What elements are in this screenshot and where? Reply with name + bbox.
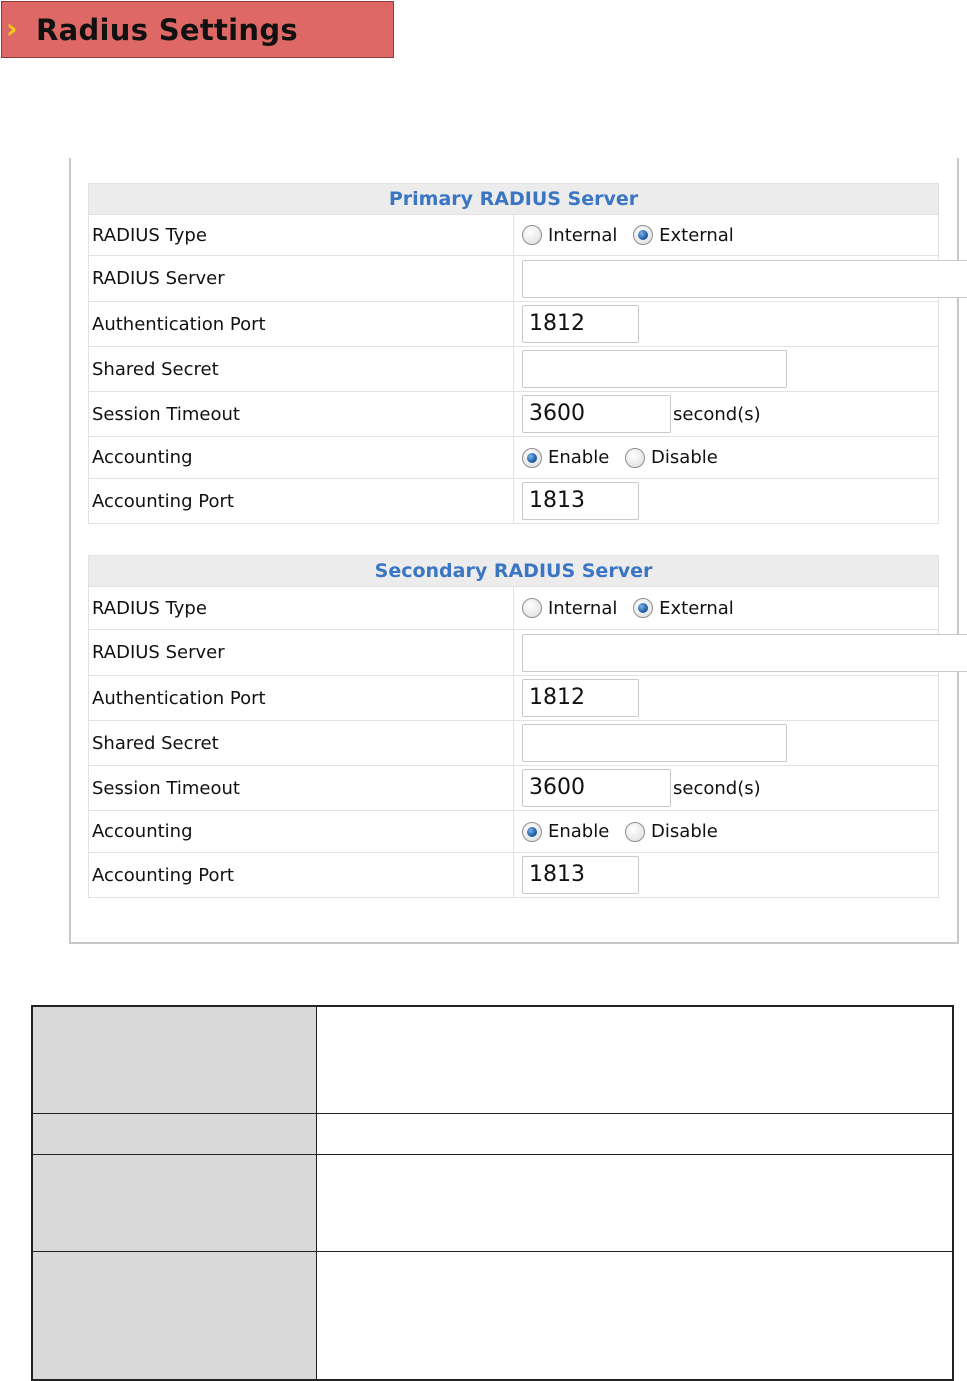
secondary-radius-type-external-radio[interactable] xyxy=(633,598,653,618)
radio-label: Internal xyxy=(548,224,618,246)
desc-value-cell xyxy=(316,1113,953,1154)
primary-auth-port-row xyxy=(89,302,939,347)
session-timeout-unit: second(s) xyxy=(673,777,761,799)
primary-accounting-enable-radio[interactable] xyxy=(522,448,542,468)
desc-key-cell xyxy=(32,1154,316,1251)
desc-value-cell xyxy=(316,1154,953,1251)
radio-label: Internal xyxy=(548,597,618,619)
primary-shared-secret-input[interactable] xyxy=(522,350,787,388)
primary-session-timeout-row xyxy=(89,392,939,437)
authentication-port-label: Authentication Port xyxy=(89,302,514,347)
chevron-right-icon: › xyxy=(6,12,18,45)
accounting-label: Accounting xyxy=(89,437,514,479)
secondary-session-timeout-row xyxy=(89,766,939,811)
page-title: Radius Settings xyxy=(36,13,298,47)
page-banner xyxy=(1,1,394,58)
shared-secret-label: Shared Secret xyxy=(89,721,514,766)
secondary-radius-table xyxy=(88,555,939,898)
radius-type-label: RADIUS Type xyxy=(89,215,514,256)
description-table xyxy=(31,1005,954,1381)
primary-accounting-row xyxy=(89,437,939,479)
primary-accounting-port-input[interactable]: 1813 xyxy=(522,482,639,520)
secondary-shared-secret-row xyxy=(89,721,939,766)
secondary-radius-server-row xyxy=(89,630,939,676)
radius-type-label: RADIUS Type xyxy=(89,587,514,630)
radio-label: Disable xyxy=(651,821,718,843)
desc-value-cell xyxy=(316,1251,953,1380)
radio-label: Enable xyxy=(548,821,610,843)
secondary-radius-server-input[interactable] xyxy=(522,634,967,672)
primary-accounting-port-row xyxy=(89,479,939,524)
authentication-port-label: Authentication Port xyxy=(89,676,514,721)
desc-key-cell xyxy=(32,1113,316,1154)
session-timeout-label: Session Timeout xyxy=(89,392,514,437)
session-timeout-label: Session Timeout xyxy=(89,766,514,811)
secondary-radius-type-row xyxy=(89,587,939,630)
accounting-port-label: Accounting Port xyxy=(89,479,514,524)
radio-label: External xyxy=(659,597,734,619)
secondary-session-timeout-input[interactable]: 3600 xyxy=(522,769,671,807)
desc-row xyxy=(32,1113,953,1154)
desc-row xyxy=(32,1251,953,1380)
desc-value-cell xyxy=(316,1006,953,1113)
session-timeout-unit: second(s) xyxy=(673,403,761,425)
desc-key-cell xyxy=(32,1251,316,1380)
desc-row xyxy=(32,1006,953,1113)
secondary-radius-type-internal-radio[interactable] xyxy=(522,598,542,618)
secondary-shared-secret-input[interactable] xyxy=(522,724,787,762)
primary-session-timeout-input[interactable]: 3600 xyxy=(522,395,671,433)
primary-radius-table xyxy=(88,183,939,524)
accounting-port-label: Accounting Port xyxy=(89,853,514,898)
primary-radius-type-internal-radio[interactable] xyxy=(522,225,542,245)
secondary-accounting-port-input[interactable]: 1813 xyxy=(522,856,639,894)
radius-server-label: RADIUS Server xyxy=(89,256,514,302)
secondary-accounting-disable-radio[interactable] xyxy=(625,822,645,842)
secondary-accounting-port-row xyxy=(89,853,939,898)
radius-server-label: RADIUS Server xyxy=(89,630,514,676)
secondary-accounting-row xyxy=(89,811,939,853)
shared-secret-label: Shared Secret xyxy=(89,347,514,392)
secondary-section-title: Secondary RADIUS Server xyxy=(89,556,939,587)
primary-radius-type-row xyxy=(89,215,939,256)
secondary-accounting-enable-radio[interactable] xyxy=(522,822,542,842)
primary-shared-secret-row xyxy=(89,347,939,392)
radio-label: Disable xyxy=(651,447,718,469)
radio-label: Enable xyxy=(548,447,610,469)
primary-radius-server-input[interactable] xyxy=(522,260,967,298)
accounting-label: Accounting xyxy=(89,811,514,853)
desc-row xyxy=(32,1154,953,1251)
secondary-auth-port-input[interactable]: 1812 xyxy=(522,679,639,717)
primary-auth-port-input[interactable]: 1812 xyxy=(522,305,639,343)
desc-key-cell xyxy=(32,1006,316,1113)
secondary-auth-port-row xyxy=(89,676,939,721)
primary-radius-server-row xyxy=(89,256,939,302)
primary-section-title: Primary RADIUS Server xyxy=(89,184,939,215)
radio-label: External xyxy=(659,224,734,246)
primary-accounting-disable-radio[interactable] xyxy=(625,448,645,468)
primary-radius-type-external-radio[interactable] xyxy=(633,225,653,245)
